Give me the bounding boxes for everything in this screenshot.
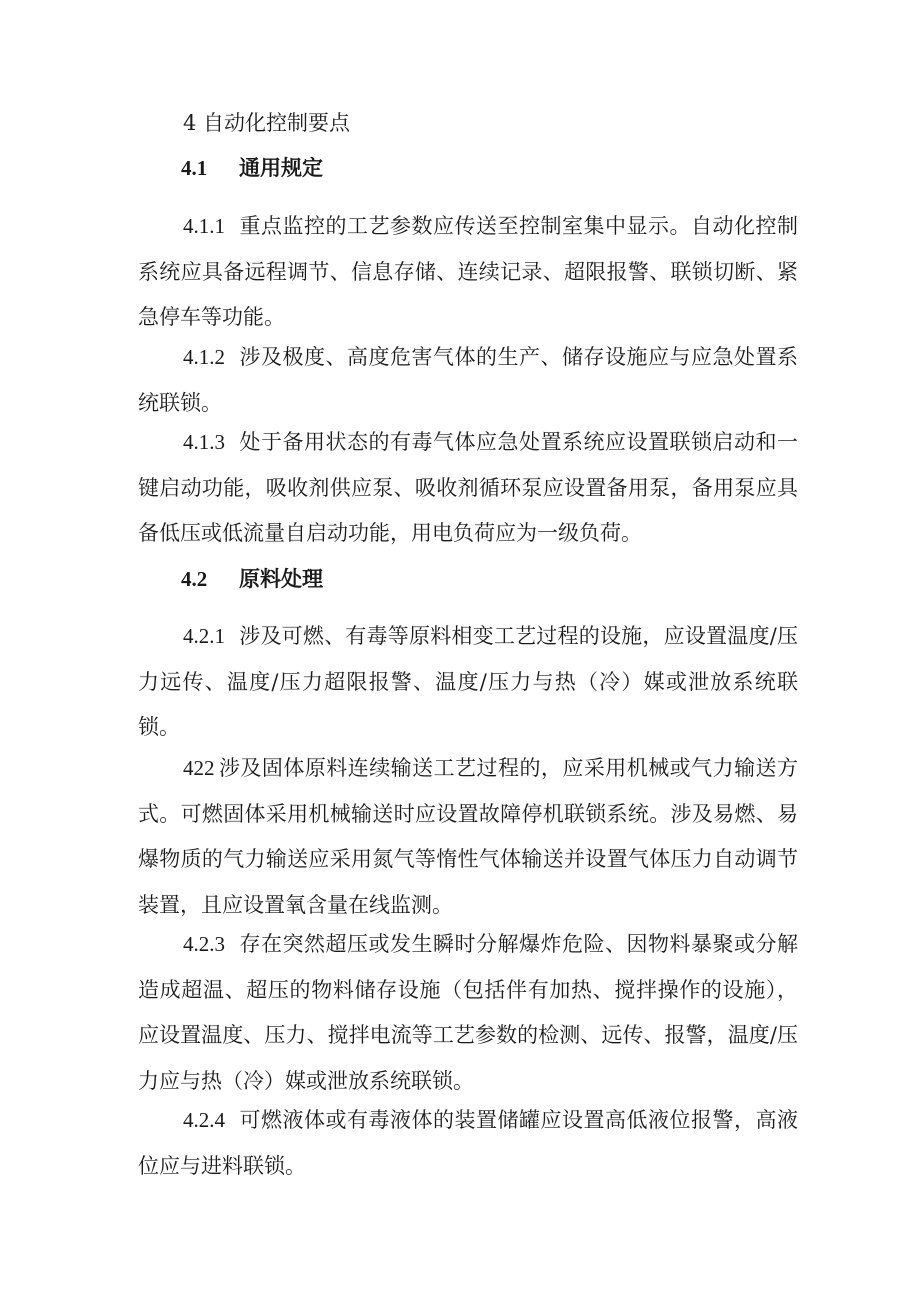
section-heading: 4 自动化控制要点	[183, 111, 351, 135]
clause-text: 处于备用状态的有毒气体应急处置系统应设置联锁启动和一键启动功能，吸收剂供应泵、吸收剂循环泵应设置备用泵，备用泵应具备低压或低流量自启动功能，用电负荷应为一级负荷。	[138, 430, 798, 546]
subsection-number: 4.2	[181, 567, 208, 591]
clause-4-1-3	[138, 420, 798, 557]
clause-4-1-1	[138, 204, 798, 341]
clause-number: 422	[183, 756, 215, 780]
clause-text: 存在突然超压或发生瞬时分解爆炸危险、因物料暴聚或分解造成超温、超压的物料储存设施（包括伴有加热、搅拌操作的设施），应设置温度、压力、搅拌电流等工艺参数的检测、远传、报警，温度/压力应与热（冷）媒或泄放系统联锁。	[138, 932, 798, 1093]
clause-text: 涉及固体原料连续输送工艺过程的，应采用机械或气力输送方式。可燃固体采用机械输送时应设置故障停机联锁系统。涉及易燃、易爆物质的气力输送应采用氮气等惰性气体输送并设置气体压力自动调节装置，且应设置氧含量在线监测。	[138, 756, 798, 917]
clause-number: 4.2.3	[183, 932, 225, 956]
clause-4-1-2	[138, 335, 798, 426]
clause-4-2-4	[138, 1098, 798, 1189]
subsection-title: 原料处理	[239, 566, 323, 591]
clause-number: 4.2.4	[183, 1108, 225, 1132]
subsection-heading-4-1	[181, 153, 323, 183]
clause-4-2-1	[138, 614, 798, 751]
clause-text: 重点监控的工艺参数应传送至控制室集中显示。自动化控制系统应具备远程调节、信息存储、连续记录、超限报警、联锁切断、紧急停车等功能。	[138, 214, 798, 330]
clause-number: 4.1.3	[183, 430, 225, 454]
clause-text: 可燃液体或有毒液体的装置储罐应设置高低液位报警，高液位应与进料联锁。	[138, 1108, 798, 1178]
clause-text: 涉及可燃、有毒等原料相变工艺过程的设施，应设置温度/压力远传、温度/压力超限报警、温度/压力与热（冷）媒或泄放系统联锁。	[138, 624, 798, 740]
clause-number: 4.1.2	[183, 345, 225, 369]
clause-number: 4.1.1	[183, 214, 225, 238]
subsection-title: 通用规定	[239, 155, 323, 180]
subsection-number: 4.1	[181, 156, 208, 180]
subsection-heading-4-2	[181, 564, 323, 594]
clause-number: 4.2.1	[183, 624, 225, 648]
clause-4-2-2	[138, 746, 798, 928]
clause-text: 涉及极度、高度危害气体的生产、储存设施应与应急处置系统联锁。	[138, 345, 798, 415]
clause-4-2-3	[138, 922, 798, 1104]
